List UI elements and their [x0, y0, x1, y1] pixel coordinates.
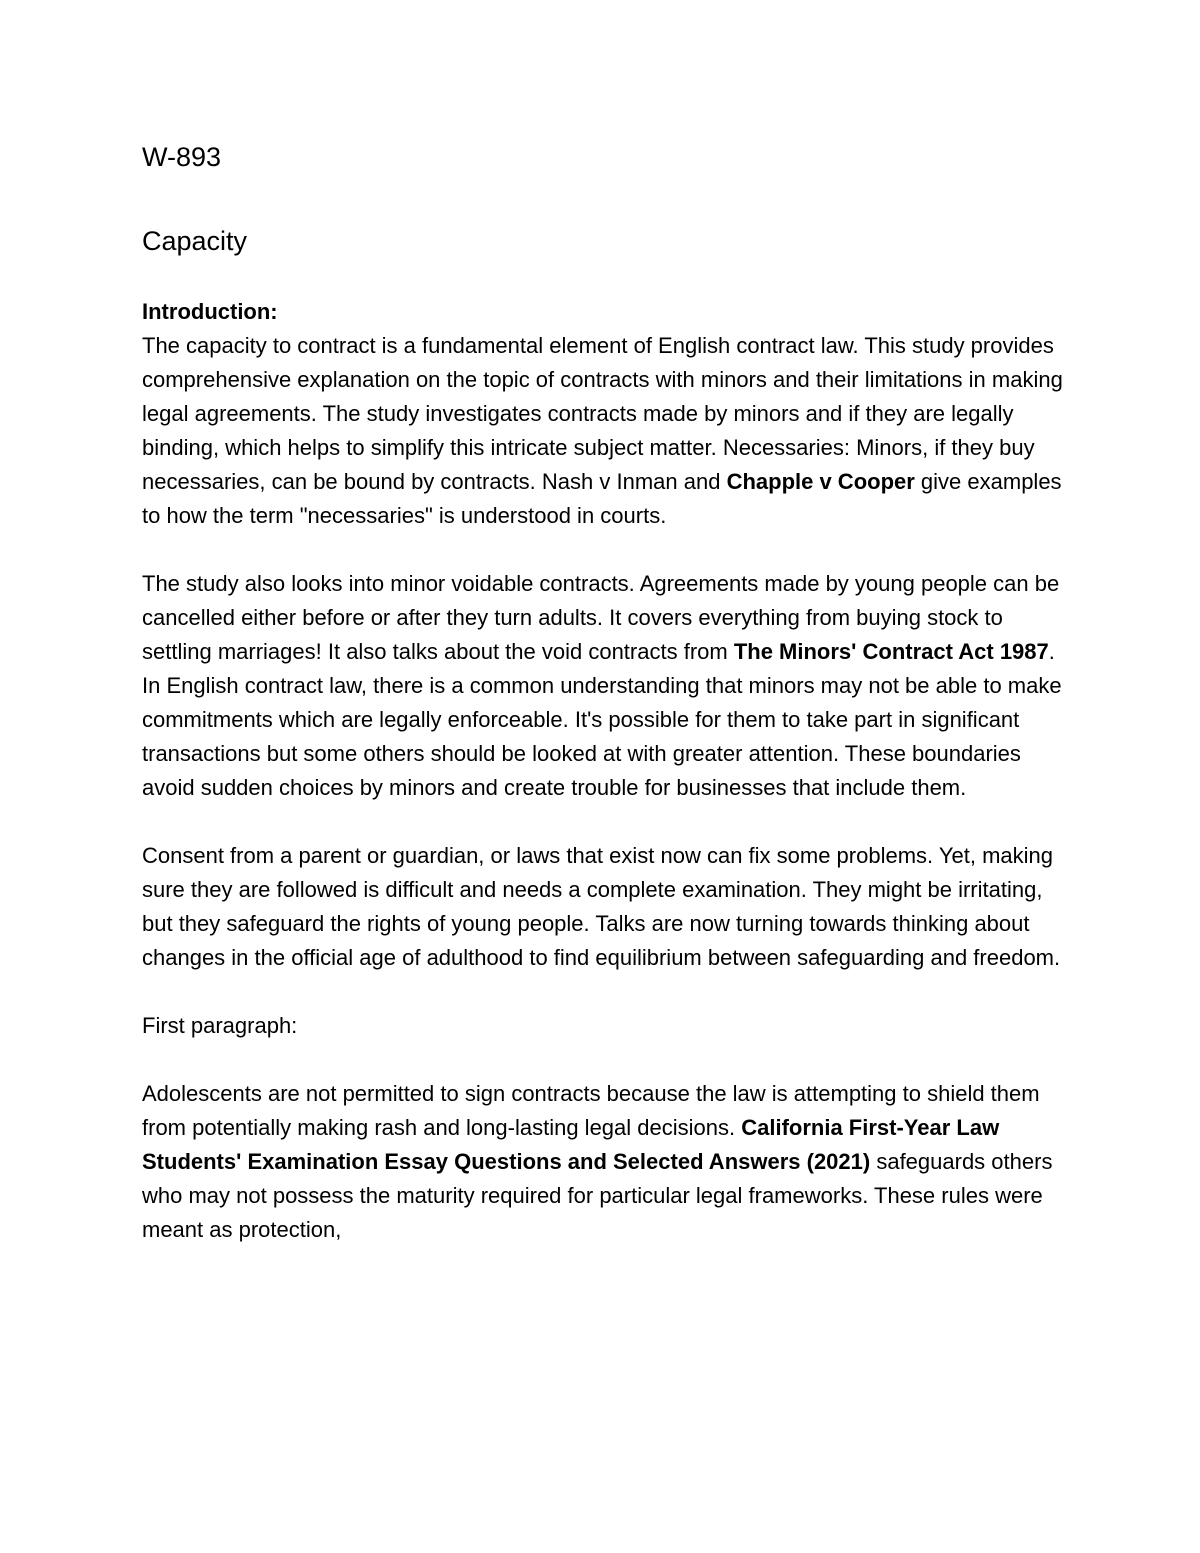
case-chapple-v-cooper: Chapple v Cooper — [726, 469, 915, 494]
document-title: Capacity — [142, 226, 248, 256]
first-paragraph-text-a: Adolescents are not permitted to sign contracts because the law is attempting to shield them from potentially making rash and long-lasting legal decisions. — [142, 1081, 1040, 1140]
intro-paragraph-2-text-c: . In English contract law, there is a common understanding that minors may not be able to make commitments which are legally enforceable. It's possible for them to take part in significant transactions but some others should be looked at with greater attention. These boundaries avoid sudden choices by minors and create trouble for businesses that include them. — [142, 639, 1062, 800]
intro-paragraph-1-text-a: The capacity to contract is a fundamental element of English contract law. This study provides comprehensive explanation on the topic of contracts with minors and their limitations in making legal agreements. The study investigates contracts made by minors and if they are legally binding, which helps to simplify this intricate subject matter. Necessaries: Minors, if they buy necessaries, can be bound by contracts. Nash v Inman and — [142, 333, 1063, 494]
intro-paragraph-1 — [142, 329, 1072, 533]
intro-paragraph-1-text-c: give examples to how the term "necessaries" is understood in courts. — [142, 469, 1062, 528]
first-paragraph-body — [142, 1077, 1072, 1247]
intro-paragraph-3: Consent from a parent or guardian, or laws that exist now can fix some problems. Yet, making sure they are followed is difficult and needs a complete examination. They might be irritating, but they safeguard the rights of young people. Talks are now turning towards thinking about changes in the official age of adulthood to find equilibrium between safeguarding and freedom. — [142, 843, 1061, 970]
document-code: W-893 — [142, 142, 222, 172]
document-body — [142, 140, 1072, 1247]
introduction-heading: Introduction: — [142, 299, 278, 324]
california-exam-reference: California First-Year Law Students' Examination Essay Questions and Selected Answers (2021) — [142, 1115, 1000, 1174]
intro-paragraph-2 — [142, 567, 1072, 805]
first-paragraph-heading: First paragraph: — [142, 1013, 298, 1038]
minors-contract-act: The Minors' Contract Act 1987 — [733, 639, 1049, 664]
intro-paragraph-2-text-a: The study also looks into minor voidable contracts. Agreements made by young people can be cancelled either before or after they turn adults. It covers everything from buying stock to settling marriages! It also talks about the void contracts from — [142, 571, 1060, 664]
first-paragraph-text-c: safeguards others who may not possess the maturity required for particular legal frameworks. These rules were meant as protection, — [142, 1149, 1053, 1242]
